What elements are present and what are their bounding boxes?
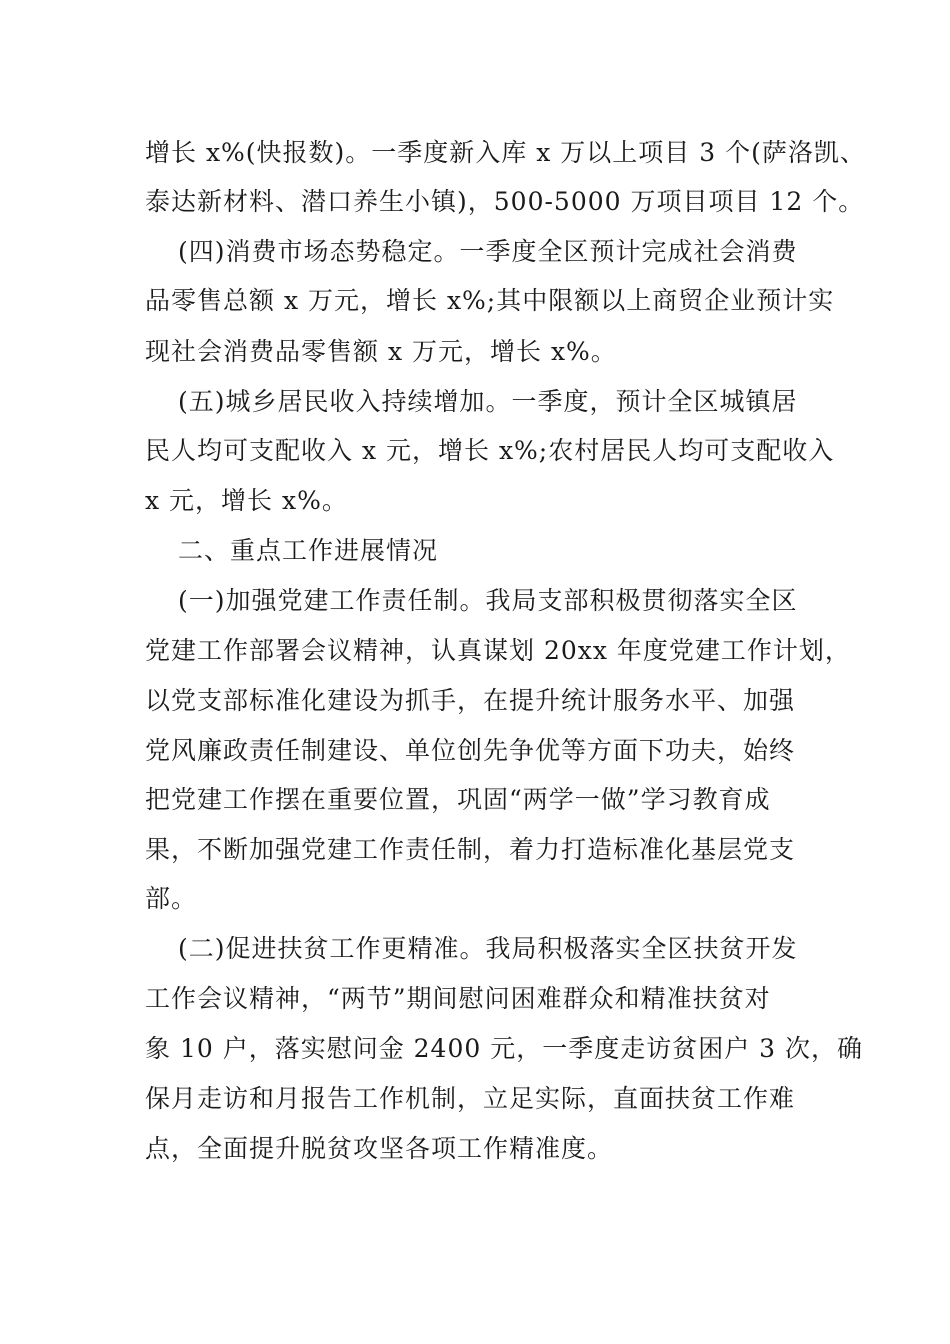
text-line: 部。 <box>145 884 198 913</box>
text-line: (四)消费市场态势稳定。一季度全区预计完成社会消费 <box>178 237 798 266</box>
text-line: 把党建工作摆在重要位置，巩固“两学一做”学习教育成 <box>145 785 771 814</box>
text-line: 果，不断加强党建工作责任制，着力打造标准化基层党支 <box>145 835 796 864</box>
text-line: 以党支部标准化建设为抓手，在提升统计服务水平、加强 <box>145 686 796 715</box>
text-line: 增长 x%(快报数)。一季度新入库 x 万以上项目 3 个(萨洛凯、 <box>145 138 866 167</box>
text-line: 象 10 户，落实慰问金 2400 元，一季度走访贫困户 3 次，确 <box>145 1034 864 1063</box>
text-line: 民人均可支配收入 x 元，增长 x%;农村居民人均可支配收入 <box>145 436 835 465</box>
text-line: x 元，增长 x%。 <box>145 486 348 515</box>
text-line: (五)城乡居民收入持续增加。一季度，预计全区城镇居 <box>178 387 798 416</box>
text-line: 泰达新材料、潜口养生小镇)，500-5000 万项目项目 12 个。 <box>145 187 865 216</box>
text-line: 现社会消费品零售额 x 万元，增长 x%。 <box>145 337 617 366</box>
text-line: (一)加强党建工作责任制。我局支部积极贯彻落实全区 <box>178 586 798 615</box>
section-heading: 二、重点工作进展情况 <box>178 536 439 565</box>
text-line: (二)促进扶贫工作更精准。我局积极落实全区扶贫开发 <box>178 934 798 963</box>
text-line: 党风廉政责任制建设、单位创先争优等方面下功夫，始终 <box>145 736 796 765</box>
text-line: 保月走访和月报告工作机制，立足实际，直面扶贫工作难 <box>145 1084 796 1113</box>
text-line: 品零售总额 x 万元，增长 x%;其中限额以上商贸企业预计实 <box>145 286 835 315</box>
text-line: 工作会议精神，“两节”期间慰问困难群众和精准扶贫对 <box>145 984 771 1013</box>
text-line: 党建工作部署会议精神，认真谋划 20xx 年度党建工作计划， <box>145 636 851 665</box>
text-line: 点，全面提升脱贫攻坚各项工作精准度。 <box>145 1134 614 1163</box>
